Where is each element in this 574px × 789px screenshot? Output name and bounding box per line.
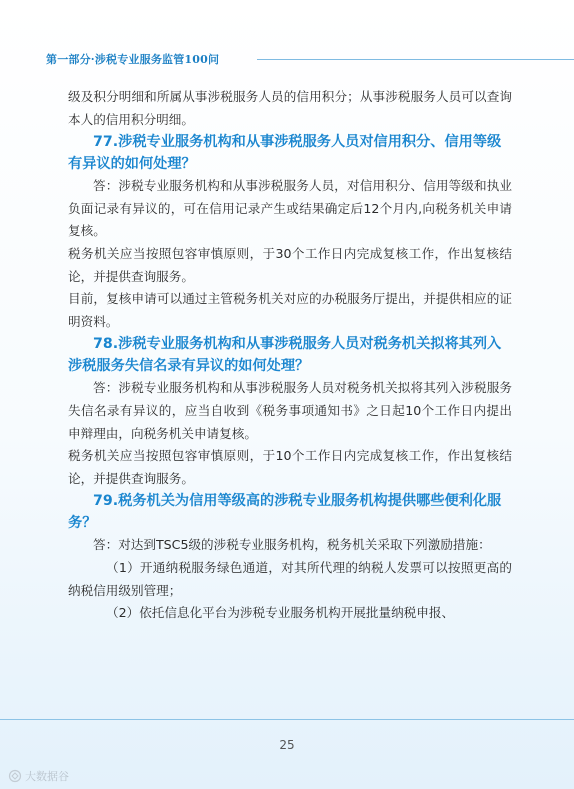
watermark-text: 大数据谷	[25, 770, 69, 783]
footer-rule	[0, 719, 574, 720]
header-title: 第一部分·涉税专业服务监管100问	[46, 53, 220, 66]
page-body	[68, 86, 512, 625]
answer-77-paragraph-1: 答：涉税专业服务机构和从事涉税服务人员，对信用积分、信用等级和执业负面记录有异议的，可在信用记录产生或结果确定后12个月内,向税务机关申请复核。	[68, 178, 512, 239]
answer-79-paragraph-1: 答：对达到TSC5级的涉税专业服务机构，税务机关采取下列激励措施：	[93, 537, 491, 553]
question-77-heading: 77.涉税专业服务机构和从事涉税服务人员对信用积分、信用等级有异议的如何处理？	[68, 134, 502, 173]
page-header	[0, 50, 574, 72]
watermark	[8, 768, 69, 784]
question-78-heading: 78.涉税专业服务机构和从事涉税服务人员对税务机关拟将其列入涉税服务失信名录有异议的如何处理？	[68, 336, 502, 375]
paragraph: 级及积分明细和所属从事涉税服务人员的信用积分；从事涉税服务人员可以查询本人的信用积分明细。	[68, 89, 512, 127]
answer-78-paragraph-1: 答：涉税专业服务机构和从事涉税服务人员对税务机关拟将其列入涉税服务失信名录有异议的，应当自收到《税务事项通知书》之日起10个工作日内提出申辩理由，向税务机关申请复核。	[68, 380, 512, 441]
header-rule	[257, 59, 574, 60]
question-79-heading: 79.税务机关为信用等级高的涉税专业服务机构提供哪些便利化服务？	[68, 493, 502, 532]
answer-79-item-2: （2）依托信息化平台为涉税专业服务机构开展批量纳税申报、	[106, 605, 455, 621]
answer-77-paragraph-3: 目前，复核申请可以通过主管税务机关对应的办税服务厅提出，并提供相应的证明资料。	[68, 291, 512, 329]
answer-77-paragraph-2: 税务机关应当按照包容审慎原则，于30个工作日内完成复核工作，作出复核结论，并提供查询服务。	[68, 245, 512, 284]
answer-78-paragraph-2: 税务机关应当按照包容审慎原则，于10个工作日内完成复核工作，作出复核结论，并提供查询服务。	[68, 448, 512, 486]
page-number: 25	[279, 738, 295, 752]
watermark-logo-icon	[8, 769, 22, 783]
answer-79-item-1: （1）开通纳税服务绿色通道，对其所代理的纳税人发票可以按照更高的纳税信用级别管理；	[68, 559, 512, 598]
